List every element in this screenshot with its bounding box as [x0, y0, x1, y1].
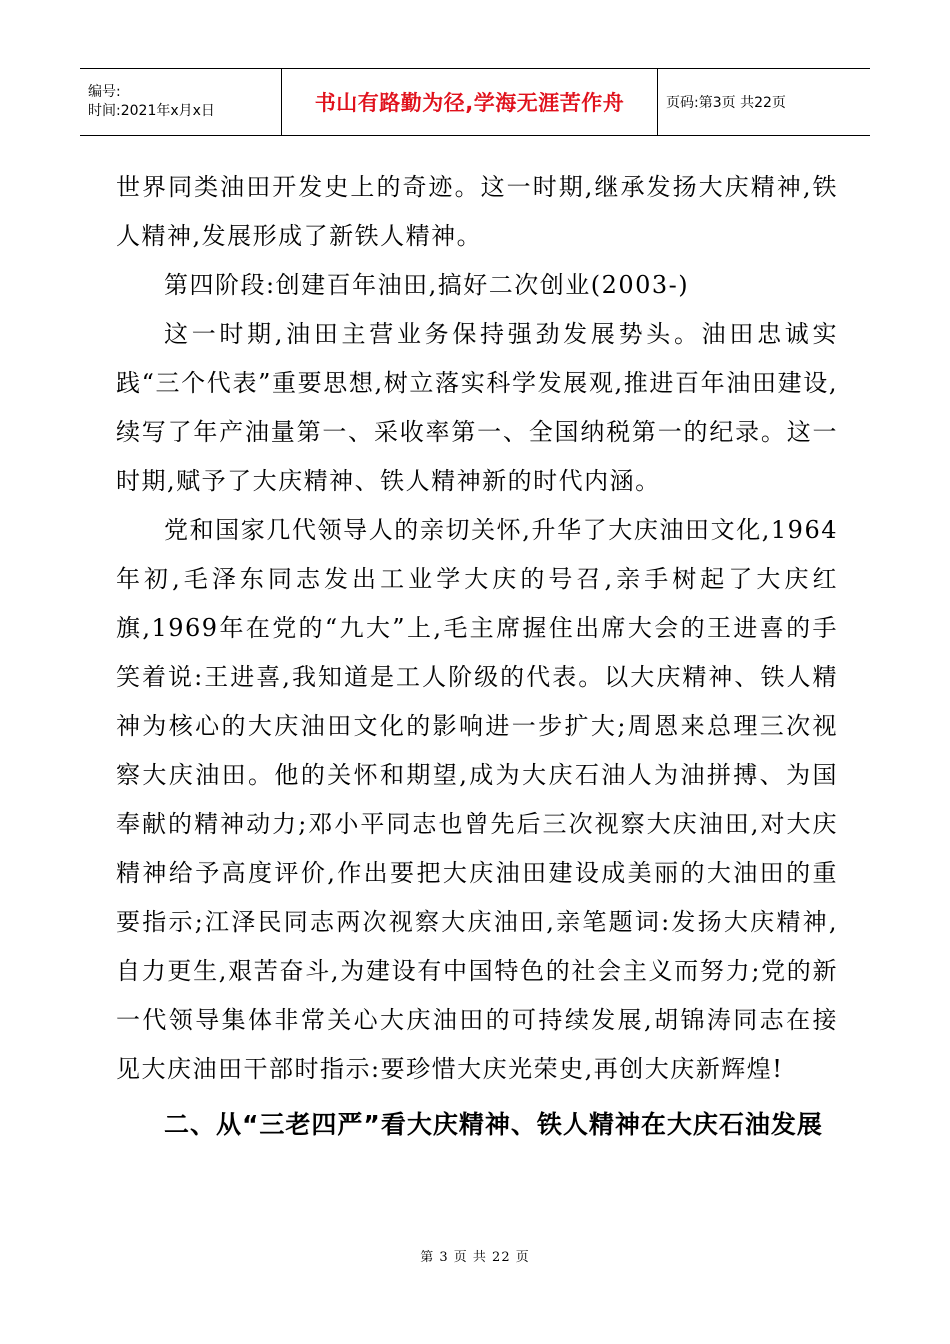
page-header: [80, 68, 870, 136]
section-heading: 二、从“三老四严”看大庆精神、铁人精神在大庆石油发展: [164, 1110, 823, 1139]
header-page-cell: [658, 69, 870, 135]
header-motto: 书山有路勤为径,学海无涯苦作舟: [314, 91, 625, 115]
header-page-info: 页码:第3页 共22页: [666, 95, 786, 111]
header-motto-cell: [282, 69, 658, 135]
document-body: [116, 163, 838, 1150]
page-footer: 第 3 页 共 22 页: [420, 1250, 530, 1265]
stage-four-heading: 第四阶段:创建百年油田,搞好二次创业(2003-): [164, 271, 690, 299]
header-meta-cell: [80, 69, 282, 135]
document-number-label: 编号:: [88, 84, 121, 100]
paragraph-leaders-care: 党和国家几代领导人的亲切关怀,升华了大庆油田文化,1964年初,毛泽东同志发出工业学大庆的号召,亲手树起了大庆红旗,1969年在党的“九大”上,毛主席握住出席大会的王进喜的手笑着说:王进喜,我知道是工人阶级的代表。以大庆精神、铁人精神为核心的大庆油田文化的影响进一步扩大;周恩来总理三次视察大庆油田。他的关怀和期望,成为大庆石油人为油拼搏、为国奉献的精神动力;邓小平同志也曾先后三次视察大庆油田,对大庆精神给予高度评价,作出要把大庆油田建设成美丽的大油田的重要指示;江泽民同志两次视察大庆油田,亲笔题词:发扬大庆精神,自力更生,艰苦奋斗,为建设有中国特色的社会主义而努力;党的新一代领导集体非常关心大庆油田的可持续发展,胡锦涛同志在接见大庆油田干部时指示:要珍惜大庆光荣史,再创大庆新辉煌!: [116, 516, 838, 1083]
document-date-label: 时间:2021年x月x日: [88, 103, 215, 119]
paragraph-continuation: 世界同类油田开发史上的奇迹。这一时期,继承发扬大庆精神,铁人精神,发展形成了新铁人精神。: [116, 173, 838, 250]
paragraph-stage-four: 这一时期,油田主营业务保持强劲发展势头。油田忠诚实践“三个代表”重要思想,树立落实科学发展观,推进百年油田建设,续写了年产油量第一、采收率第一、全国纳税第一的纪录。这一时期,赋予了大庆精神、铁人精神新的时代内涵。: [116, 320, 838, 495]
